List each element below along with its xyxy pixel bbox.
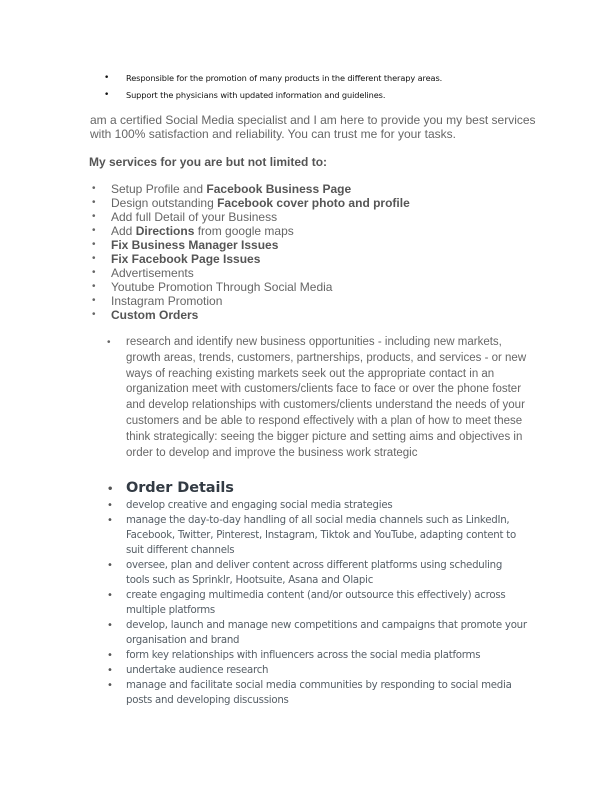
list-item: • Design outstanding Facebook cover photo and profile [92,196,410,210]
bullet-icon: • [92,281,96,292]
list-item: • Custom Orders [92,308,199,322]
bullet-icon: • [92,253,96,264]
bullet-icon: • [107,590,113,601]
bullet-icon: • [107,620,113,631]
bullet-icon: • [107,560,113,571]
list-item: • undertake audience research [107,665,269,676]
bullet-icon: • [92,211,96,222]
list-item: • manage the day-to-day handling of all social media channels such as LinkedIn, Facebook, Twitter, Pinterest, Instagram, Tiktok and YouTube, adapting content to suit different channels [107,515,516,556]
experience-bullet-list [104,70,442,104]
list-item: • Add full Detail of your Business [92,210,278,224]
bullet-icon: • [107,515,113,526]
intro-paragraph: am a certified Social Media specialist and I am here to provide you my best services with 100% satisfaction and reliability. You can trust me for your tasks. [90,113,536,141]
bullet-icon: • [104,90,110,100]
bullet-icon: • [92,197,96,208]
list-item: • Advertisements [92,266,194,280]
research-list [107,335,527,461]
list-item: • Fix Business Manager Issues [92,238,279,252]
bullet-icon: • [107,484,114,495]
list-item: • Support the physicians with updated information and guidelines. [104,87,442,104]
list-item: • Instagram Promotion [92,294,223,308]
list-item: • Fix Facebook Page Issues [92,252,261,266]
bullet-icon: • [92,309,96,320]
bullet-icon: • [107,650,113,661]
list-item: • develop creative and engaging social media strategies [107,500,393,511]
bullet-icon: • [92,183,96,194]
bullet-icon: • [92,295,96,306]
bullet-icon: • [92,239,96,250]
order-details-list [107,478,527,708]
bullet-icon: • [107,500,113,511]
list-item: • manage and facilitate social media communities by responding to social media posts and developing discussions [107,680,512,706]
list-item: • Youtube Promotion Through Social Media [92,280,333,294]
list-item: • form key relationships with influencers across the social media platforms [107,650,481,661]
list-item: • research and identify new business opportunities - including new markets, growth areas, trends, customers, partnerships, products, and services - or new ways of reaching existing markets seek out the appropriate contact in an organization meet with customers/clients face to face or over the phone foster and develop relationships with customers/clients understand the needs of your customers and be able to respond effectively with a plan of how to meet these think strategically: seeing the bigger picture and setting aims and objectives in order to develop and improve the business work strategic [107,336,527,459]
list-item: • Responsible for the promotion of many products in the different therapy areas. [104,70,442,87]
bullet-icon: • [104,73,110,83]
bullet-icon: • [107,665,113,676]
services-heading: My services for you are but not limited to: [89,155,328,169]
bullet-icon: • [92,225,96,236]
list-item: • develop, launch and manage new competitions and campaigns that promote your organisation and brand [107,620,527,646]
order-details-heading: • Order Details [107,478,527,498]
services-list [92,182,410,322]
bullet-icon: • [92,267,96,278]
list-item: • oversee, plan and deliver content across different platforms using scheduling tools such as Sprinklr, Hootsuite, Asana and Olapic [107,560,503,586]
list-item: • Setup Profile and Facebook Business Page [92,182,352,196]
list-item: • Add Directions from google maps [92,224,294,238]
bullet-icon: • [107,680,113,691]
bullet-icon: • [107,337,111,348]
list-item: • create engaging multimedia content (and/or outsource this effectively) across multiple platforms [107,590,506,616]
